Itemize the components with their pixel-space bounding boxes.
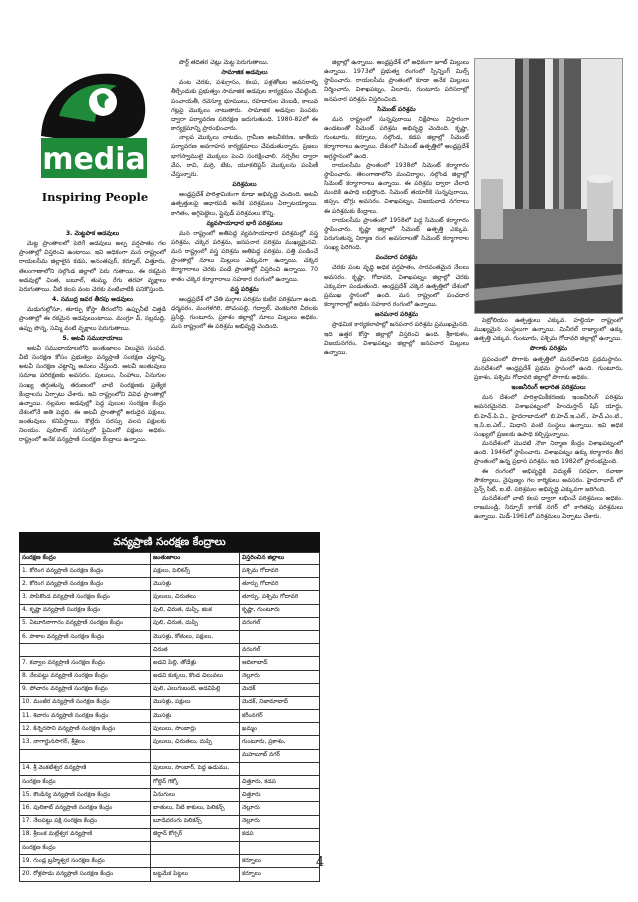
table-cell: 7. కవ్వాల వన్యప్రాణి సంరక్షణ కేంద్రం — [20, 657, 151, 670]
table-cell: బూడిదరంగు పెలికన్స్ — [151, 815, 240, 828]
table-cell — [20, 749, 151, 762]
table-cell: గుంటూరు, ప్రకాశం, — [240, 736, 320, 749]
table-cell: మొసళ్లు, కోతులు, పక్షులు, — [151, 630, 240, 643]
table-cell: పులులు, చిరుతలు, దుప్పి — [151, 736, 240, 749]
paragraph: మనదేశంలో మొదటి నౌకా నిర్మాణ కేంద్రం విశాఖపట్నంలో ఉంది. 1946లో స్థాపించారు. విశాఖపట్నం ఉక్కు కర్మాగారం తీర ప్రాంతంలో ఉన్న ప్రధాన పరిశ్రమ. ఇది 1982లో ప్రారంభమైంది. — [474, 440, 623, 466]
paragraph: నాల్గవ మొక్కలు నాటడం, గ్రామీణ అటవీకరణ, జాతీయ పర్యావరణ అవగాహన కార్యక్రమాలు చేపడుతున్నారు. ప్రజలు భాగస్వాములై మొక్కలు పెంచి సంరక్షించాలి. నర్సరీల ద్వారా వేప, రావి, మర్రి, టేకు, యూకలిప్టస్ మొక్కలను పంపిణీ చేస్తున్నారు. — [171, 134, 318, 178]
industry-photo — [474, 58, 623, 314]
section-heading: వ్యవసాయాధార భారీ పరిశ్రమలు — [206, 219, 283, 227]
table-row — [20, 604, 320, 617]
logo-brand-text: media — [42, 142, 146, 177]
table-cell: గోల్డెన్ గెక్కో — [151, 776, 240, 789]
table-cell — [151, 841, 240, 854]
paragraph: మన రాష్ట్రంలో సున్నపురాయి నిక్షేపాలు విస్తారంగా ఉండటంతో సిమెంట్ పరిశ్రమ అభివృద్ధి చెందింది. కృష్ణా, గుంటూరు, కర్నూలు, నల్గొండ, కడప జిల్లాల్లో సిమెంట్ కర్మాగారాలు ఉన్నాయి. దేశంలో సిమెంట్ ఉత్పత్తిలో ఆంధ్రప్రదేశ్ అగ్రస్థానంలో ఉంది. — [324, 115, 469, 160]
paragraph: రాయలసీమ ప్రాంతంలో 1958లో పెద్ద సిమెంట్ కర్మాగారం స్థాపించారు. కృష్ణా జిల్లాలో సిమెంట్ ఉత్పత్తి ఎక్కువ. పెరుగుతున్న నిర్మాణ రంగ అవసరాలతో సిమెంట్ కర్మాగారాల సంఖ్య పెరిగింది. — [324, 216, 469, 252]
paragraph: ఆంధ్రప్రదేశ్ పారిశ్రామికంగా కూడా అభివృద్ధి చెందింది. అటవీ ఉత్పత్తులపై ఆధారపడి అనేక పరిశ్రమలు ఏర్పాటయ్యాయి. కాగితం, అగ్గిపెట్టెలు, ప్లైవుడ్ పరిశ్రమలు కొన్ని. — [171, 191, 318, 217]
table-title: వన్యప్రాణి సంరక్షణ కేంద్రాలు — [19, 532, 320, 552]
section-heading: పంచదార పరిశ్రమ — [375, 254, 418, 262]
table-row — [20, 617, 320, 630]
table-cell: అడవి కుక్కలు, కొండ చిలువలు — [151, 670, 240, 683]
table-cell: బాతులు, నీటి కాకులు, పెలికన్స్ — [151, 802, 240, 815]
logo-emblem-icon — [37, 66, 151, 181]
table-cell: నెల్లూరు — [240, 670, 320, 683]
table-cell: 14. శ్రీ వెంకటేశ్వర వన్యప్రాణి — [20, 762, 151, 775]
table-cell: పక్షులు, పెలికన్స్ — [151, 565, 240, 578]
paragraph: ఆంధ్రప్రదేశ్ లో చేతి మగ్గాల పరిశ్రమ కుటీర పరిశ్రమగా ఉంది. ధర్మవరం, మంగళగిరి, పోచంపల్లి, గద్వాల్, వెంకటగిరి చీరలకు ప్రసిద్ధి. గుంటూరు, ప్రకాశం జిల్లాల్లో నూలు మిల్లులు అధికం. మన రాష్ట్రంలో ఈ పరిశ్రమ అభివృద్ధి చెందింది. — [171, 295, 318, 331]
table-row — [20, 723, 320, 736]
logo-graphic — [37, 66, 151, 181]
table-cell: 19. గుండ్ల బ్రహ్మేశ్వర సంరక్షణ కేంద్రం — [20, 855, 151, 868]
table-cell: మొసళ్లు — [151, 710, 240, 723]
table-row — [20, 591, 320, 604]
table-cell — [151, 855, 240, 868]
table-cell: బట్టమేక పిట్టలు — [151, 868, 240, 881]
table-row — [20, 828, 320, 841]
table-cell — [20, 644, 151, 657]
paragraph: మన రాష్ట్రంలో అతిపెద్ద వ్యవసాయాధార పరిశ్రమల్లో వస్త్ర పరిశ్రమ, చక్కెర పరిశ్రమ, జనపనార పరిశ్రమ ముఖ్యమైనవి. మన రాష్ట్రంలో వస్త్ర పరిశ్రమ అతిపెద్ద పరిశ్రమ. పత్తి పండించే ప్రాంతాల్లో నూలు మిల్లులు ఎక్కువగా ఉన్నాయి. చక్కెర కర్మాగారాలు చెరకు పండే ప్రాంతాల్లో విస్తరించి ఉన్నాయి. 70 శాతం చక్కెర కర్మాగారాలు సహకార రంగంలో ఉన్నాయి. — [171, 229, 318, 283]
paragraph: చెరకు పంట వృద్ధి అధిక వర్షపాతం, సారవంతమైన నేలలు అవసరం. కృష్ణా, గోదావరి, విశాఖపట్నం జిల్లాల్లో చెరకు ఎక్కువగా పండుతుంది. ఆంధ్రప్రదేశ్ చక్కెర ఉత్పత్తిలో దేశంలో ప్రముఖ స్థానంలో ఉంది. మన రాష్ట్రంలో పంచదార కర్మాగారాల్లో అధికం సహకార రంగంలో ఉన్నాయి. — [324, 264, 469, 309]
paragraph: అటవీ సముదాయాలలోని జంతుజాలం విలువైన సంపద. వీటి సంరక్షణ కోసం ప్రభుత్వం వన్యప్రాణి సంరక్షణ చట్టాన్ని, అటవీ సంరక్షణ చట్టాన్ని అమలు చేస్తుంది. అటవీ జంతువులు సమాజ పరిరక్షణకు అవసరం. పులులు, సింహాలు, ఏనుగుల సంఖ్య తగ్గుతున్న తరుణంలో వాటి సంరక్షణకు ప్రత్యేక కేంద్రాలను ఏర్పాటు చేశారు. ఇవి రాష్ట్రంలోని వివిధ ప్రాంతాల్లో ఉన్నాయి. నల్లమల అడవుల్లో పెద్ద పులుల సంరక్షణ కేంద్రం దేశంలోనే అతి పెద్దది. ఈ అటవీ ప్రాంతాల్లో అరుదైన పక్షులు, జంతువులు కనిపిస్తాయి. కొల్లేరు సరస్సు వలస పక్షులకు నిలయం. పులికాట్ సరస్సులో ఫ్లెమింగో పక్షులు అధికం. రాష్ట్రంలో అనేక వన్యప్రాణి సంరక్షణ కేంద్రాలు ఉన్నాయి. — [19, 344, 166, 444]
table-cell: 11. శివారం వన్యప్రాణి సంరక్షణ కేంద్రం — [20, 710, 151, 723]
section-heading: 5. అటవీ సముదాయాలు — [62, 334, 123, 342]
table-cell: కడప — [240, 828, 320, 841]
table-cell: అడవి పిల్లి, తోడేళ్లు — [151, 657, 240, 670]
table-cell: చిత్తూరు — [240, 789, 320, 802]
table-row — [20, 696, 320, 709]
table-row — [20, 855, 320, 868]
table-cell: చిత్తూరు, కడప — [240, 776, 320, 789]
table-cell: ఆదిలాబాద్ — [240, 657, 320, 670]
paragraph: ప్రపంచంలో పొగాకు ఉత్పత్తిలో మనదేశానిది ప్రథమస్థానం. మనదేశంలో ఆంధ్రప్రదేశ్ ప్రథమ స్థానంలో ఉంది. గుంటూరు, ప్రకాశం, పశ్చిమ గోదావరి జిల్లాల్లో పొగాకు అధికం. — [474, 355, 623, 381]
header-sanctuary: సంరక్షణ కేంద్రం — [20, 553, 151, 565]
section-heading: 3. మెట్టపాక అడవులు — [65, 230, 120, 237]
paragraph: పెట్రోలియం ఉత్పత్తులు ఎక్కువ. హల్దియా రాష్ట్రంలో ముఖ్యమైన సంస్థలుగా ఉన్నాయి. మినీరల్ రాజ్యాంలో ఉక్కు ఉత్పత్తి ఎక్కువ. గుంటూరు, పశ్చిమ గోదావరి జిల్లాల్లో ఉన్నాయి. — [474, 317, 623, 343]
table-cell: పులి, ఎలుగుబంటి, అడవిపిల్లి — [151, 683, 240, 696]
table-cell: చిరుత — [151, 644, 240, 657]
table-cell: కృష్ణా, గుంటూరు — [240, 604, 320, 617]
table-cell: తూర్పు గోదావరి — [240, 578, 320, 591]
table-cell: మెదక్ — [240, 683, 320, 696]
logo — [27, 66, 163, 216]
table-cell: 16. పులికాట్ వన్యప్రాణి సంరక్షణ కేంద్రం — [20, 802, 151, 815]
section-heading: సామాజిక అడవులు — [221, 69, 268, 77]
table-cell: పులులు, సాంబార్లు — [151, 723, 240, 736]
paragraph: జిల్లాల్లో ఉన్నాయి. ఆంధ్రప్రదేశ్ లో అధికంగా జూట్ మిల్లులు ఉన్నాయి. 1973లో ప్రభుత్వ రంగంలో స్పిన్నింగ్ మిల్స్ స్థాపించారు. రాయలసీమ ప్రాంతంలో కూడా అనేక మిల్లులు నిర్మించారు. విశాఖపట్నం, ఏలూరు, గుంటూరు పరిసరాల్లో జనపనార పరిశ్రమ విస్తరించింది. — [324, 59, 469, 103]
section-heading: ఇంజనీరింగ్ ఆధారిత పరిశ్రమలు — [511, 384, 586, 392]
paragraph: మన దేశంలో పారిశ్రామికీకరణకు ఇంజనీరింగ్ పరిశ్రమ అవసరమైనది. విశాఖపట్నంలో హిందుస్తాన్ షిప్ యార్డు, బి.హెచ్.పి.వి., హైదరాబాదులో బి.హెచ్.ఇ.ఎల్., హెచ్.ఎం.టి., ఇ.సి.ఐ.ఎల్., మిధాని వంటి సంస్థలు ఉన్నాయి. ఇవి అధిక సంఖ్యలో ప్రజలకు ఉపాధి కల్పిస్తున్నాయి. — [474, 394, 623, 438]
table-cell: నెల్లూరు — [240, 815, 320, 828]
table-cell: 8. నేలపట్టు వన్యప్రాణి సంరక్షణ కేంద్రం — [20, 670, 151, 683]
table-cell: 3. పాపికొండ వన్యప్రాణి సంరక్షణ కేంద్రం — [20, 591, 151, 604]
table-cell: 2. కోరింగ వన్యప్రాణి సంరక్షణ కేంద్రం — [20, 578, 151, 591]
paragraph: రాయలసీమ ప్రాంతంలో 1938లో సిమెంట్ కర్మాగారం స్థాపించారు. తెలంగాణాలోని మంచిర్యాల, నల్గొండ జిల్లాల్లో సిమెంట్ కర్మాగారాలు ఉన్నాయి. ఈ పరిశ్రమ ద్వారా వేలాది మందికి ఉపాధి లభిస్తోంది. సిమెంట్ తయారీకి సున్నపురాయి, జిప్సం, బొగ్గు అవసరం. విశాఖపట్నం, విజయవాడ నగరాలు ఈ పరిశ్రమకు కేంద్రాలు. — [324, 161, 469, 215]
table-cell: ఖమ్మం — [240, 723, 320, 736]
table-cell: 18. శ్రీలంక మల్లేశ్వర వన్యప్రాణి — [20, 828, 151, 841]
table-row — [20, 841, 320, 854]
paragraph: వంట చెరకు, పశుగ్రాసం, కలప, పళ్లతోటల అవసరాల్ని తీర్చేందుకు ప్రభుత్వం సామాజిక అడవుల కార్యక్రమం చేపట్టింది. పంచాయతీ, రెవెన్యూ భూములు, రహదారుల వెంబడి, కాలువ గట్లపై మొక్కలు నాటుతారు. సామాజిక అడవుల పెంపకం ద్వారా పర్యావరణ పరిరక్షణ జరుగుతుంది. 1980-82లో ఈ కార్యక్రమాన్ని ప్రారంభించారు. — [171, 79, 318, 133]
table-cell: వరంగల్ — [240, 644, 320, 657]
table-cell — [151, 749, 240, 762]
table-cell: పులులు, సాంబార్, పెద్ద ఉడుము, — [151, 762, 240, 775]
paragraph: పొర్ట్ తదితర చెట్లు మెట్ట పెరుగుతాయి. — [179, 59, 269, 66]
paragraph: ఈ రంగంలో అభివృద్ధికి విద్యుత్ సరఫరా, రవాణా సౌకర్యాలు, నైపుణ్యం గల కార్మికులు అవసరం. హైదరాబాద్ లో సైన్స్ సిటీ, ఐ.టి. పరిశ్రమల అభివృద్ధి ఎక్కువగా జరిగింది. — [474, 467, 623, 493]
paragraph: ప్రాథమిక కార్యకలాపాల్లో జనపనార పరిశ్రమ ప్రముఖమైనది. ఇది ఉత్తర కోస్తా జిల్లాల్లో విస్తరించి ఉంది. శ్రీకాకుళం, విజయనగరం, విశాఖపట్నం జిల్లాల్లో జనపనార మిల్లులు ఉన్నాయి. — [324, 321, 469, 356]
table-row — [20, 736, 320, 749]
table-cell: పశ్చిమ గోదావరి — [240, 565, 320, 578]
table-cell — [240, 762, 320, 775]
page-content — [19, 58, 623, 877]
table-cell — [240, 630, 320, 643]
section-heading: వస్త్ర పరిశ్రమ — [230, 285, 259, 293]
column-1 — [19, 228, 166, 542]
table-cell: 6. పాకాల వన్యప్రాణి సంరక్షణ కేంద్రం — [20, 630, 151, 643]
table-cell: 9. పోచారం వన్యప్రాణి సంరక్షణ కేంద్రం — [20, 683, 151, 696]
table-cell: మొసళ్లు — [151, 578, 240, 591]
table-cell: కరీంనగర్ — [240, 710, 320, 723]
section-heading: 4. సముద్ర జవర తీరపు అడవులు — [52, 296, 133, 304]
table-cell: 20. రోళ్లపాడు వన్యప్రాణి సంరక్షణ కేంద్రం — [20, 868, 151, 881]
table-cell: సంరక్షణ కేంద్రం — [20, 841, 151, 854]
page-number: 4 — [315, 855, 325, 870]
section-heading: జనపనార పరిశ్రమ — [375, 311, 418, 319]
column-4 — [474, 316, 623, 870]
table-cell: జెర్డాన్ కోర్సర్ — [151, 828, 240, 841]
table-row — [20, 670, 320, 683]
table-cell: మహబూబ్ నగర్ — [240, 749, 320, 762]
header-fauna: జంతుజాలం — [151, 553, 240, 565]
table-cell: మెదక్, నిజామాబాద్ — [240, 696, 320, 709]
table-row — [20, 578, 320, 591]
table-cell: 4. కృష్ణా వన్యప్రాణి సంరక్షణ కేంద్రం — [20, 604, 151, 617]
table-row — [20, 815, 320, 828]
sanctuaries-table — [19, 552, 320, 882]
table-cell: కర్నూలు — [240, 868, 320, 881]
table-cell: పులి, చిరుత, దుప్పి — [151, 617, 240, 630]
table-row — [20, 657, 320, 670]
section-heading: పరిశ్రమలు — [232, 181, 257, 189]
table-row — [20, 789, 320, 802]
table-header-row — [20, 553, 320, 565]
table-cell: తూర్పు, పశ్చిమ గోదావరి — [240, 591, 320, 604]
table-cell: నెల్లూరు — [240, 802, 320, 815]
section-heading: పొగాకు పరిశ్రమ — [529, 345, 567, 353]
table-cell: వరంగల్ — [240, 617, 320, 630]
table-cell: ఏనుగులు — [151, 789, 240, 802]
header-districts: విస్తరించిన జిల్లాలు — [240, 553, 320, 565]
table-row — [20, 630, 320, 643]
paragraph: మనదేశంలో వాటి కలప ద్వారా లభించే పరిశ్రమలు అధికం. రాజమండ్రి, సిర్పూర్ కాగజ్ నగర్ లో కాగితపు పరిశ్రమలు ఉన్నాయి. మిడ్-1961లో పరిశ్రమలు ఏర్పాటు చేశారు. — [474, 494, 623, 521]
column-3 — [324, 58, 469, 870]
table-row — [20, 776, 320, 789]
table-cell: కర్నూలు — [240, 855, 320, 868]
table-cell: 17. నేలపట్టు పక్షి సంరక్షణ కేంద్రం — [20, 815, 151, 828]
table-cell: 12. కిన్నెరసాని వన్యప్రాణి సంరక్షణ కేంద్రం — [20, 723, 151, 736]
table-row — [20, 802, 320, 815]
table-row — [20, 683, 320, 696]
table-cell: సంరక్షణ కేంద్రం — [20, 776, 151, 789]
paragraph: మెట్ట ప్రాంతాలలో పెరిగే అడవులు అల్ప వర్షపాతం గల ప్రాంతాల్లో విస్తరించి ఉంటాయి. ఇవి అధికంగా మన రాష్ట్రంలో రాయలసీమ జిల్లాలైన కడప, అనంతపుర్, కర్నూల్, చిత్తూరు, తెలంగాణాలోని నల్గొండ జిల్లాలో పెరు గుతాయి. ఈ రకమైన అడవుల్లో చింత, బబూల్, తుమ్మ, రేగు తరహా వృక్షాలు పెరుగుతాయి. వీటి కలప వంట చెరకు వంటివాటికి పనికొస్తుంది. — [19, 240, 166, 293]
wildlife-sanctuaries-table — [19, 532, 320, 882]
section-heading: సిమెంట్ పరిశ్రమ — [377, 105, 416, 113]
column-2 — [171, 58, 318, 484]
table-row — [20, 565, 320, 578]
table-row — [20, 644, 320, 657]
table-row — [20, 868, 320, 881]
table-cell: 5. ఏటూరినాగారం వన్యప్రాణి సంరక్షణ కేంద్రం — [20, 617, 151, 630]
table-row — [20, 749, 320, 762]
table-cell: మొసళ్లు, పక్షులు — [151, 696, 240, 709]
paragraph: మడుగుల్లోనూ, తూర్పు కోస్తా తీరంలోని ఉప్పునీటి చిత్తడి ప్రాంతాల్లో ఈ రకమైన అడవులుంటాయి. మంగ్రూ వ్, నల్లమద్ది, ఉప్పు పొన్న, సమ్మి వంటి వృక్షాలు పెరుగుతాయి. — [19, 306, 166, 332]
table-cell: 1. కోరింగ వన్యప్రాణి సంరక్షణ కేంద్రం — [20, 565, 151, 578]
table-cell: 10. మంజీర వన్యప్రాణి సంరక్షణ కేంద్రం — [20, 696, 151, 709]
table-cell: పులులు, చిరుతలు — [151, 591, 240, 604]
table-cell: 15. కౌండిన్య వన్యప్రాణి సంరక్షణ కేంద్రం — [20, 789, 151, 802]
table-cell: 13. నాగార్జునసాగర్, శ్రీశైలం — [20, 736, 151, 749]
table-cell: పులి, చిరుత, దుప్పి, జింక — [151, 604, 240, 617]
table-cell — [240, 841, 320, 854]
table-row — [20, 710, 320, 723]
logo-tagline: Inspiring People — [41, 190, 149, 204]
table-row — [20, 762, 320, 775]
